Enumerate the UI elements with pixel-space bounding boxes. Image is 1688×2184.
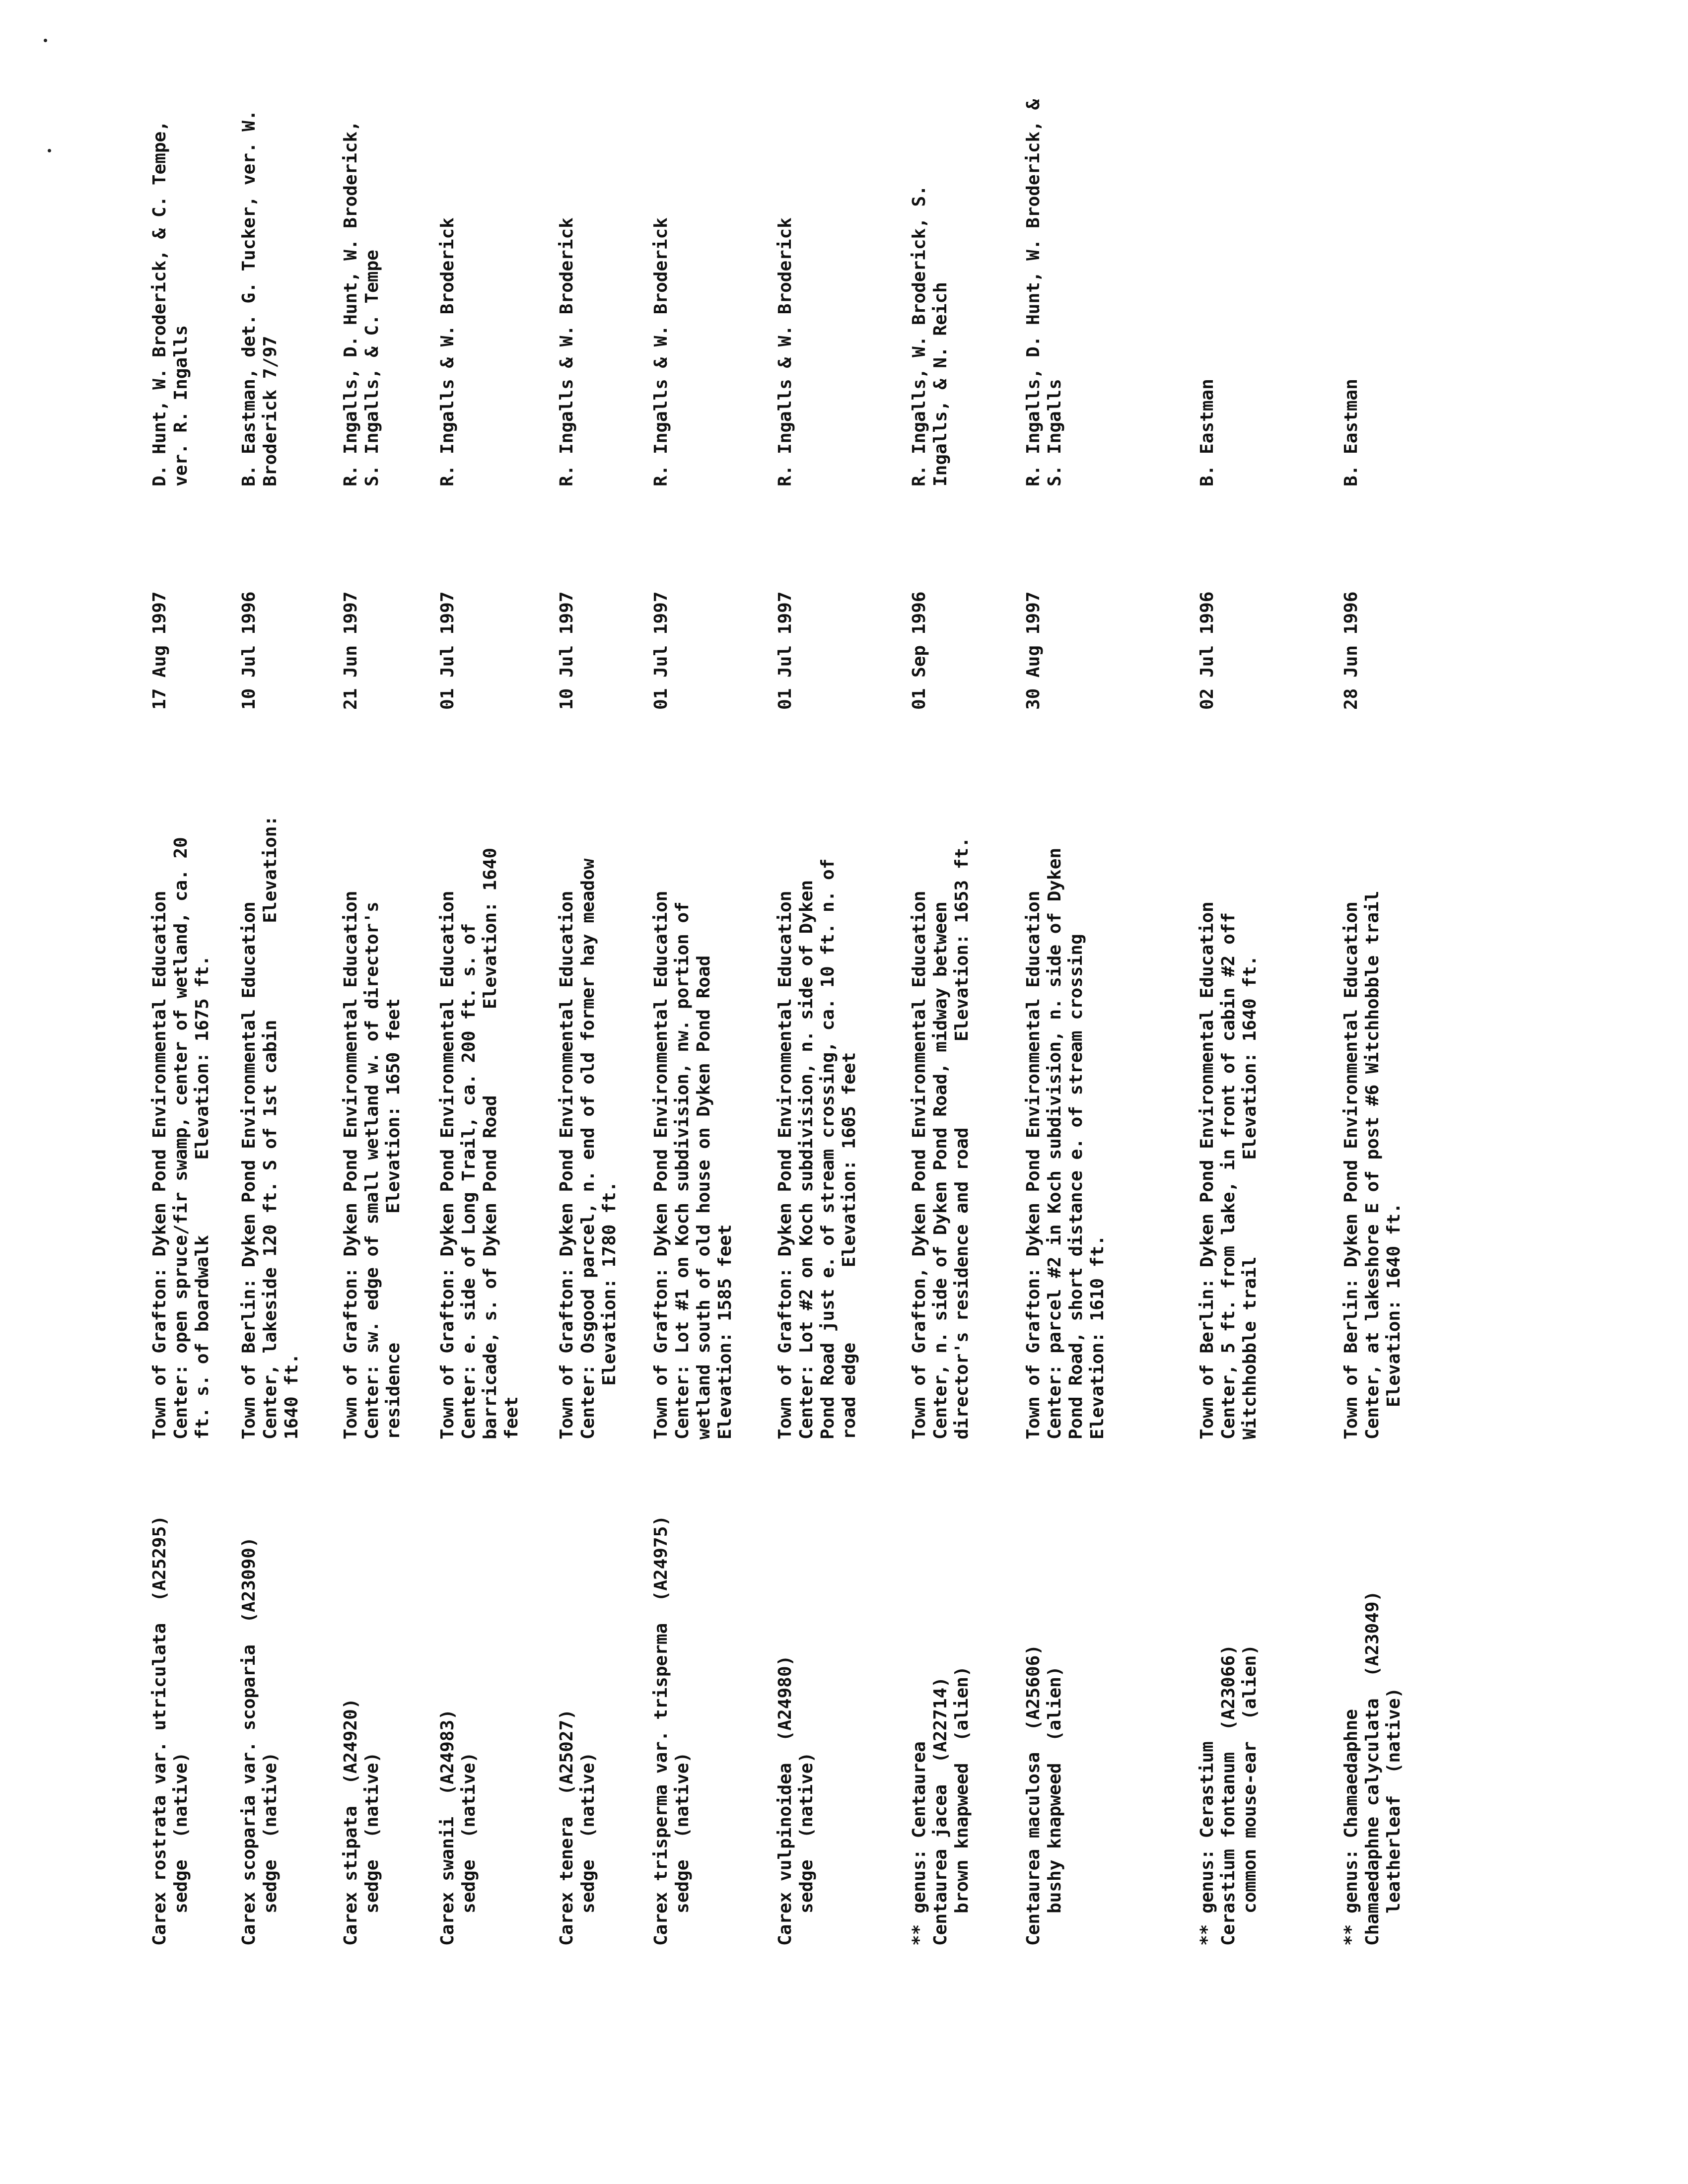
collectors-cell: B. Eastman, det. G. Tucker, ver. W. Broderick 7/97 bbox=[239, 110, 281, 486]
date-cell: 21 Jun 1997 bbox=[341, 591, 361, 710]
location-cell: Town of Grafton: Dyken Pond Environmental Education Center: Osgood parcel, n. end of old former hay meadow Elevation: 1780 ft. bbox=[557, 858, 620, 1439]
species-cell: Carex vulpinoidea (A24980) sedge (native) bbox=[775, 1655, 817, 1946]
scan-speck bbox=[44, 39, 47, 42]
date-cell: 01 Sep 1996 bbox=[909, 591, 929, 710]
species-cell: Carex trisperma var. trisperma (A24975) sedge (native) bbox=[651, 1515, 693, 1946]
location-cell: Town of Grafton: Dyken Pond Environmental Education Center: Lot #1 on Koch subdivision, nw. portion of wetland south of old house on Dyken Pond Road Elevation: 1585 feet bbox=[651, 890, 735, 1439]
location-cell: Town of Berlin: Dyken Pond Environmental Education Center, 5 ft. from lake, in front of cabin #2 off Witchhobble trail Elevation: 1640 ft. bbox=[1197, 901, 1260, 1439]
collectors-cell: R. Ingalls & W. Broderick bbox=[775, 217, 795, 486]
location-cell: Town of Berlin: Dyken Pond Environmental Education Center, lakeside 120 ft. S of 1st cabin Elevation: 1640 ft. bbox=[239, 815, 302, 1439]
species-cell: Carex rostrata var. utriculata (A25295) sedge (native) bbox=[149, 1515, 191, 1946]
species-cell: ** genus: Cerastium Cerastium fontanum (A23066) common mouse-ear (alien) bbox=[1197, 1644, 1260, 1946]
date-cell: 28 Jun 1996 bbox=[1341, 591, 1361, 710]
date-cell: 10 Jul 1997 bbox=[557, 591, 577, 710]
location-cell: Town of Grafton: Dyken Pond Environmental Education Center: open spruce/fir swamp, center of wetland, ca. 20 ft. s. of boardwalk Elevation: 1675 ft. bbox=[149, 837, 212, 1439]
species-cell: Centaurea maculosa (A25606) bushy knapweed (alien) bbox=[1023, 1644, 1065, 1946]
date-cell: 01 Jul 1997 bbox=[775, 591, 795, 710]
location-cell: Town of Grafton, Dyken Pond Environmental Education Center, n. side of Dyken Pond Road, midway between director's residence and road Elevation: 1653 ft. bbox=[909, 837, 972, 1439]
date-cell: 17 Aug 1997 bbox=[149, 591, 170, 710]
date-cell: 10 Jul 1996 bbox=[239, 591, 259, 710]
location-cell: Town of Grafton: Dyken Pond Environmental Education Center: parcel #2 in Koch subdivision, n. side of Dyken Pond Road, short distance e. of stream crossing Elevation: 1610 ft. bbox=[1023, 847, 1108, 1439]
species-cell: Carex scoparia var. scoparia (A23090) sedge (native) bbox=[239, 1537, 281, 1946]
date-cell: 01 Jul 1997 bbox=[437, 591, 458, 710]
collectors-cell: R. Ingalls & W. Broderick bbox=[557, 217, 577, 486]
location-cell: Town of Grafton: Dyken Pond Environmental Education Center: sw. edge of small wetland w. of director's residence Elevation: 1650 feet bbox=[341, 890, 404, 1439]
collectors-cell: R. Ingalls, D. Hunt, W. Broderick, & S. Ingalls bbox=[1023, 99, 1065, 486]
collectors-cell: R. Ingalls & W. Broderick bbox=[651, 217, 671, 486]
collectors-cell: R. Ingalls, D. Hunt, W. Broderick, S. Ingalls, & C. Tempe bbox=[341, 121, 382, 486]
scan-speck bbox=[48, 149, 51, 152]
collectors-cell: B. Eastman bbox=[1197, 379, 1217, 486]
species-cell: Carex swanii (A24983) sedge (native) bbox=[437, 1709, 479, 1946]
location-cell: Town of Berlin: Dyken Pond Environmental Education Center, at lakeshore E of post #6 Witchhobble trail Elevation: 1640 ft. bbox=[1341, 890, 1404, 1439]
location-cell: Town of Grafton: Dyken Pond Environmental Education Center: e. side of Long Trail, ca. 200 ft. s. of barricade, s. of Dyken Pond Road Elevation: 1640 feet bbox=[437, 847, 522, 1439]
collectors-cell: B. Eastman bbox=[1341, 379, 1361, 486]
date-cell: 01 Jul 1997 bbox=[651, 591, 671, 710]
date-cell: 30 Aug 1997 bbox=[1023, 591, 1044, 710]
date-cell: 02 Jul 1996 bbox=[1197, 591, 1217, 710]
location-cell: Town of Grafton: Dyken Pond Environmental Education Center: Lot #2 on Koch subdivision, n. side of Dyken Pond Road just e. of stream crossing, ca. 10 ft. n. of road edge Elevation: 1605 feet bbox=[775, 858, 859, 1439]
collectors-cell: R. Ingalls & W. Broderick bbox=[437, 217, 458, 486]
species-cell: Carex tenera (A25027) sedge (native) bbox=[557, 1709, 598, 1946]
species-cell: Carex stipata (A24920) sedge (native) bbox=[341, 1698, 382, 1946]
collectors-cell: D. Hunt, W. Broderick, & C. Tempe, ver. R. Ingalls bbox=[149, 121, 191, 486]
species-cell: ** genus: Chamaedaphne Chamaedaphne calyculata (A23049) leatherleaf (native) bbox=[1341, 1590, 1404, 1946]
species-cell: ** genus: Centaurea Centaurea jacea (A22714) brown knapweed (alien) bbox=[909, 1666, 972, 1946]
collectors-cell: R. Ingalls, W. Broderick, S. Ingalls, & N. Reich bbox=[909, 185, 951, 486]
